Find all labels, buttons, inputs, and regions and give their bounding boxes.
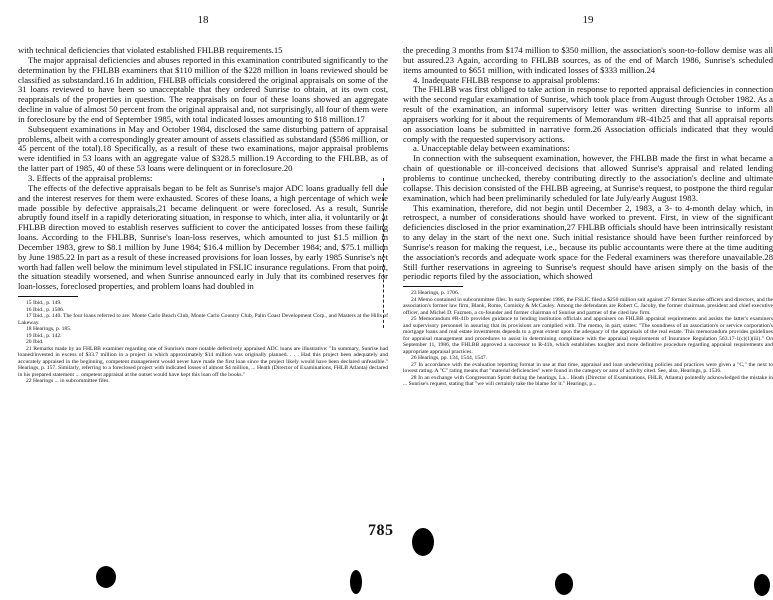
right-page [403,0,773,600]
paragraph: The effects of the defective appraisals began to be felt as Sunrise's major ADC loans gradually fell due and the interest reserves for them were exhausted. Scores of these loans, a high percentage of which were made possible by defective appraisals,21 became delinquent or were foreclosed. As a result, Sunrise abruptly found itself in a rapidly deteriorating situation, in response to which, inter alia, it voluntarily or at FHLBB direction moved to establish reserves sufficient to cover the anticipated losses from these failing loans. According to the FHLBB, Sunrise's loan-loss reserves, which amounted to just $1.5 million in December 1983, grew to $8.1 million by June 1984; $16.4 million by December 1984; and, $75.1 million by June 1985.22 In part as a result of these increased provisions for loan losses, by early 1985 Sunrise's net worth had fallen well below the minimum level stipulated in FSLIC insurance regulations. From that point, the situation steadily worsened, and when Sunrise announced early in July that its combined reserves for loan-losses, foreclosed properties, and problem loans had doubled in [18,182,388,292]
paragraph: The major appraisal deficiencies and abuses reported in this examination contributed significantly to the determination by the FHLBB examiners that $110 million of the $228 million in loans reviewed should be classified as substandard.16 In addition, FHLBB officials considered the original appraisals on some of the 31 loans reviewed to have been so unacceptable that they ordered Sunrise to obtain, at its own cost, reappraisals of the properties in question. The reappraisals on four of these loans showed an aggregate decline in value of almost 50 percent from the original appraisal and, not surprisingly, all four of them were in foreclosure by the end of September 1985, with total indicated losses amounting to $18 million.17 [18,54,388,124]
body-text [403,46,773,282]
footnote: 21 Remarks made by an FHLBB examiner regarding one of Sunrise's more notable defectively appraised ADC loans are illustrative: "In summary, Sunrise had loaned/invested in excess of $33.7 million in a project in which approximately $14 million was originally planned. . . . Had this project been adequately and accurately appraised in the beginning, competent management would never have made the first loan since the project likely would have been declared unfeasible." Hearings, p. 157. Similarly, referring to a foreclosed project with indicated losses of almost $4 million, ... Heath (Director of Examinations, FHLB Atlanta) declared in his prepared statement ... ompetent appraisal at the outset would have kept this loan off the books." [18,345,388,378]
redaction-blot [96,566,116,588]
redaction-blot [350,570,362,594]
footnote: 24 Memo contained in subcommittee files. In early September 1986, the FSLIC filed a $250 million suit against 27 former Sunrise officers and directors, and the association's former law firm, Blank, Rome, Comisky & McCauley. Among the defendants are Robert C. Jacoby, the former chairman, president and chief executive officer, and Michel D. Fazmen, a co-founder and former chairman of Sunrise and partner of the cited law firm. [403,296,773,316]
footnote: 19 Ibid., p. 142. [26,332,62,339]
redaction-blot [555,573,573,595]
footnote: 18 Hearings, p. 185. [26,326,72,333]
footnote: 17 Ibid., p. 140. The four loans referred to are: Monte Carlo Beach Club, Monte Carlo Country Club, Palm Coast Development Corp., and Masters at the Hills of Lakeway. [18,313,388,326]
paragraph: Subsequent examinations in May and October 1984, disclosed the same disturbing pattern of appraisal problems, albeit with a correspondingly greater amount of assets classified as substandard ($586 million, or 45 percent of the total).18 Specifically, as a result of these two examinations, major appraisal problems were identified in 53 loans with an aggregate value of $328.5 million.19 According to the FHLBB, as of the latter part of 1985, 40 of these 53 loans were delinquent or in foreclosure.20 [18,123,388,174]
footnotes [18,300,388,385]
footnote: 20 Ibid. [26,339,44,346]
redaction-blot [412,528,434,556]
paragraph: the preceding 3 months from $174 million to $350 million, the association's soon-to-follow demise was all but assured.23 Again, according to FHLBB sources, as of the end of March 1986, Sunrise's scheduled items amounted to $651 million, with indicated losses of $333 million.24 [403,45,773,75]
footnote-rule [403,286,463,287]
body-text [18,46,388,292]
footnote: 23 Hearings, p. 1706. [411,290,460,297]
gutter-divider [383,178,385,328]
page-stamp-number: 785 [368,522,394,539]
footnote: 27 In accordance with the evaluation reporting format in use at that time, appraisal and loan underwriting policies and practices were given a "C," the next to lowest rating. A "C" rating means that "material deficiencies" were found in the category or area of activity cited. See, also, Hearings, p. 1536. [403,361,773,375]
footnote: 26 Hearings, pp. 134, 1544, 1547. [411,355,488,362]
footnotes [403,290,773,388]
footnote: 15 Ibid., p. 149. [26,300,62,307]
paragraph: with technical deficiencies that violated established FHLBB requirements.15 [18,45,283,55]
section-heading: 4. Inadequate FHLBB response to appraisal problems: [413,74,600,85]
page-number: 19 [582,14,594,26]
redaction-blot [754,574,770,596]
paragraph: In connection with the subsequent examination, however, the FHLBB made the first in what became a chain of questionable or ill-conceived decisions that allowed Sunrise's appraisal and related lending problems to continue unchecked, thereby contributing directly to the association's decline and ultimate collapse. This decision consisted of the FHLBB agreeing, at Sunrise's request, to postpone the third regular examination, which had been preliminarily scheduled for late July/early August 1983. [403,153,773,203]
section-heading: a. Unacceptable delay between examinations: [413,143,570,154]
page-number: 18 [197,14,209,26]
footnote: 25 Memorandum #R-41b provides guidance to lending institution officials and appraisers on FHLBB appraisal requirements and assists the latter's examiners and supervisory personnel in assuring that its provisions are complied with. The memo, in part, states: "The soundness of an association's or service corporation's mortgage loans and real estate investments depends to a great extent upon the adequacy of the appraisals of the real estate. This memorandum provides guidelines for appraisal management and procedures to assist in determining compliance with the appraisal requirements of Insurance Regulation 563.17-1(c)(1)(iii)." On September 11, 1986, the FHLBB approved a successor to R-41b, which establishes tougher and more definitive procedure regarding appraisal requirements and appropriate appraisal practices. [403,316,773,355]
footnote-rule [18,296,78,297]
footnote: 22 Hearings ... in subcommittee files. [26,378,110,385]
paragraph: The FHLBB was first obliged to take action in response to reported appraisal deficiencies in connection with the second regular examination of Sunrise, which took place from August through October 1982. As a result of the examination, an informal supervisory letter was written directing Sunrise to inform all appraisers working for it about the requirements of Memorandum #R-41b25 and that all appraisal reports on association loans be submitted in narrative form.26 Association officials indicated that they would comply with the requested supervisory actions. [403,84,773,144]
paragraph: This examination, therefore, did not begin until December 2, 1983, a 3- to 4-month delay which, in retrospect, a number of considerations should have worked to prevent. First, in view of the significant deficiencies disclosed in the prior examination,27 FHLBB officials should have been intrinsically resistant to any delay in the start of the next one. Such initial resistance should have been further reinforced by Sunrise's reason for making the request, i.e., because its public accountants were there at the time auditing the association's records and adequate work space for the Federal examiners was therefore unavailable.28 Still further reservations in agreeing to Sunrise's request should have arisen simply on the basis of the periodic reports filed by the association, which showed [403,202,773,282]
section-heading: 3. Effects of the appraisal problems: [28,172,153,183]
footnote: 28 In an exchange with Congressman Spratt during the hearings, La... Heath (Director of Examinations, FHLB, Atlanta) pointedly acknowledged the mistake in ... Sunrise's request, stating that "we will certainly take the blame for it." Hearings, p... [403,374,773,388]
footnote: 16 Ibid., p. 1586. [26,306,65,313]
left-page [18,0,388,600]
